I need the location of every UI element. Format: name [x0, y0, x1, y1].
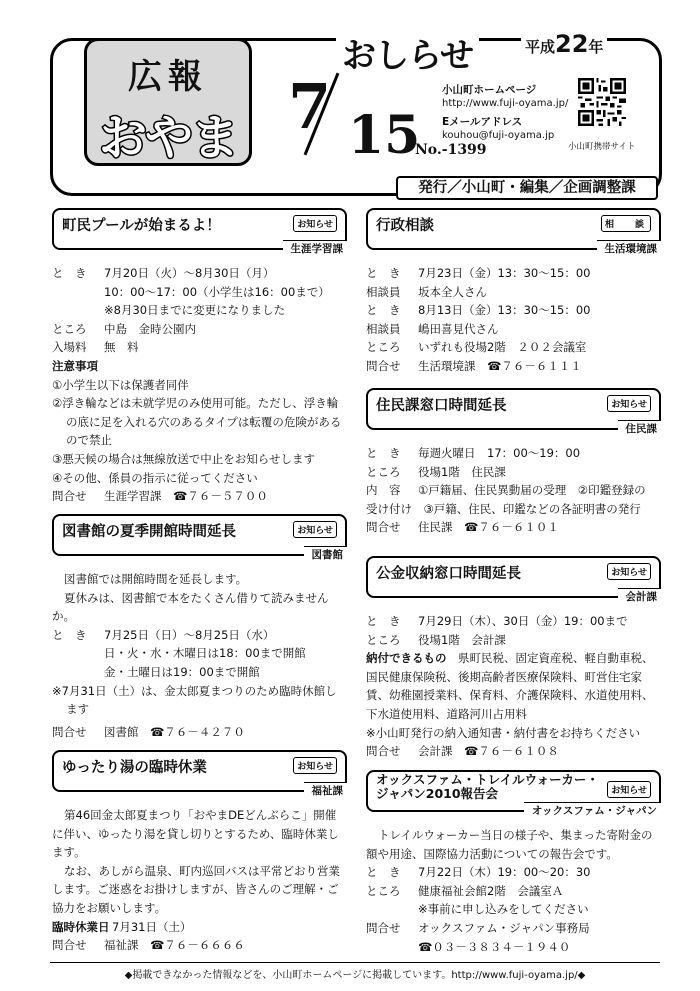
article-resident: [366, 388, 661, 537]
row-key: と き: [366, 446, 401, 460]
info-row: [366, 264, 661, 283]
article-body: [52, 570, 347, 741]
logo-top-text: 広報: [128, 57, 208, 97]
row-key: 臨時休業日: [52, 919, 110, 934]
row-value: 嶋田喜見代さん: [418, 321, 499, 336]
article-title: 住民課窓口時間延長: [376, 398, 507, 414]
row-value: 7月31日（土）: [112, 919, 192, 934]
info-row: [366, 882, 661, 901]
article-title: 図書館の夏季開館時間延長: [62, 524, 236, 540]
department-label: 生活環境課: [597, 240, 662, 256]
row-key: 入場料: [52, 340, 87, 355]
qr-code-icon[interactable]: [578, 78, 626, 126]
info-row: [366, 481, 661, 500]
row-value: 健康福祉会館2階 会議室Ａ: [418, 883, 564, 898]
article-body: [366, 444, 661, 537]
article-title-box: [52, 208, 347, 255]
contact-row: [52, 936, 347, 955]
row-continuation: 受け付け ③戸籍、住民、印鑑などの各証明書の発行: [366, 501, 641, 516]
note-item: ④その他、係員の指示に従ってください: [52, 470, 258, 485]
row-continuation: ※8月30日までに変更になりました: [104, 303, 286, 318]
notice-tag: お知らせ: [607, 781, 651, 798]
row-value: 7月23日（金）13：30～15：00: [418, 266, 591, 280]
row-value: 役場1階 住民課: [418, 464, 506, 479]
row-value: 役場1階 会計課: [418, 632, 506, 647]
row-key: 問合せ: [52, 724, 87, 739]
row-value: 会計課 ☎７６－６１０８: [418, 744, 559, 759]
info-row: [366, 444, 661, 463]
info-row: [366, 301, 661, 320]
contact-row: [366, 518, 661, 537]
note-item: ②浮き輪などは未就学児のみ使用可能。ただし、浮き輪の底に足を入れる穴のあるタイプは転覆の危険があるので禁止: [52, 396, 342, 448]
title-line: オックスファム・トレイルウォーカー・: [376, 772, 599, 787]
department-label: オックスファム・ジャパン: [524, 802, 661, 818]
article-title-box: [52, 514, 347, 561]
article-library: [52, 514, 347, 741]
row-key: 問合せ: [52, 938, 87, 953]
row-key: と き: [366, 614, 401, 628]
note-item: ③悪天候の場合は無線放送で中止をお知らせします: [52, 451, 315, 466]
row-continuation: 10：00～17：00（小学生は16：00まで）: [104, 284, 330, 299]
notice-tag: お知らせ: [293, 215, 337, 232]
info-row: [366, 612, 661, 631]
article-consult: [366, 208, 661, 376]
paragraph: 第46回金太郎夏まつり「おやまDEどんぶらこ」開催に伴い、ゆったり湯を貸し切りとするため、臨時休業します。: [52, 808, 339, 860]
paragraph: 夏休みは、図書館で本をたくさん借りて読みませんか。: [52, 590, 329, 624]
row-key: ところ: [52, 321, 87, 336]
row-key: ところ: [366, 883, 401, 898]
contact-info: [442, 84, 568, 142]
article-payment: [366, 556, 661, 761]
info-row: [366, 631, 661, 650]
row-key: 問合せ: [52, 489, 87, 504]
row-value: いずれも役場2階 ２０２会議室: [418, 340, 587, 355]
department-label: 福祉課: [304, 782, 348, 798]
row-key: 問合せ: [366, 744, 401, 759]
issue-number: No.-1399: [415, 142, 487, 158]
row-value: 生涯学習課 ☎７６－５７００: [104, 489, 268, 504]
article-pool: [52, 208, 347, 506]
row-key: ところ: [366, 464, 401, 479]
footer-note: ◆掲載できなかった情報などを、小山町ホームページに掲載しています。http://www.fuji-oyama.jp/◆: [124, 970, 586, 981]
notice-tag: お知らせ: [293, 521, 337, 538]
issue-month: 7: [288, 70, 332, 143]
contact-row: [52, 723, 347, 742]
article-body: [366, 264, 661, 376]
note-item: ※事前に申し込みをしてください: [418, 902, 589, 917]
info-row: [52, 320, 347, 339]
row-value: 7月22日（木）19：00～20：30: [418, 865, 591, 880]
email-label: Eメールアドレス: [442, 116, 523, 128]
notes-heading: 注意事項: [52, 358, 98, 373]
article-title: 町民プールが始まるよ！: [62, 218, 221, 234]
paragraph: 図書館では開館時間を延長します。: [64, 572, 248, 586]
row-value: 中島 金時公園内: [104, 321, 196, 336]
article-title-box: [366, 556, 661, 603]
info-row: [366, 649, 661, 668]
article-title-box: [52, 750, 347, 797]
row-value: 坂本全人さん: [418, 284, 487, 299]
row-value: ①戸籍届、住民異動届の受理 ②印鑑登録の: [418, 483, 646, 498]
article-body: [366, 612, 661, 761]
email-address[interactable]: kouhou@fuji-oyama.jp: [442, 130, 555, 141]
note-item: ※小山町発行の納入通知書・納付書をお持ちください: [366, 725, 641, 740]
logo: [84, 38, 252, 166]
article-title-box: [366, 208, 661, 255]
contact-row: [366, 742, 661, 761]
row-value: 福祉課 ☎７６－６６６６: [104, 938, 245, 953]
row-value: 住民課 ☎７６－６１０１: [418, 520, 559, 535]
info-row: [366, 863, 661, 882]
article-title: 行政相談: [376, 218, 434, 234]
row-key: 相談員: [366, 321, 401, 336]
article-oxfam: [366, 770, 661, 956]
info-row: [52, 338, 347, 357]
phone-number: ☎０３－３８３４－１９４０: [418, 939, 571, 954]
note-item: ※7月31日（土）は、金太郎夏まつりのため臨時休館します: [52, 683, 337, 717]
article-title: ゆったり湯の臨時休業: [62, 760, 207, 776]
row-key: 問合せ: [366, 520, 401, 535]
row-continuation: 国民健康保険税、後期高齢者医療保険料、町営住宅家賃、幼稚園授業料、保育料、介護保険料、水道使用料、下水道使用料、道路河川占用料: [366, 669, 654, 721]
paragraph: トレイルウォーカー当日の様子や、集まった寄附金の額や用途、国際協力活動についての報告会です。: [366, 828, 653, 861]
row-value: 7月20日（火）～8月30日（月）: [104, 266, 275, 280]
info-row: [366, 338, 661, 357]
department-label: 図書館: [304, 546, 348, 562]
department-label: 住民課: [618, 420, 662, 436]
info-row: [366, 283, 661, 302]
row-key: と き: [52, 266, 87, 280]
article-body: [52, 806, 347, 955]
logo-bottom-text: おやま: [98, 110, 237, 166]
notice-tag: お知らせ: [293, 757, 337, 774]
row-key: 納付できるもの: [366, 651, 447, 666]
row-value: 7月29日（木）、30日（金）19：00まで: [418, 614, 628, 628]
row-value: 無 料: [104, 340, 139, 355]
row-key: と き: [366, 303, 401, 318]
homepage-url[interactable]: http://www.fuji-oyama.jp/: [442, 98, 569, 109]
article-title-box: [366, 770, 661, 817]
row-value: 生活環境課 ☎７６－６１１１: [418, 358, 582, 373]
info-row: [52, 264, 347, 283]
row-key: ところ: [366, 632, 401, 647]
row-key: と き: [52, 627, 87, 642]
row-continuation: 日・火・水・木曜日は18：00まで開館: [104, 646, 306, 661]
info-row: [366, 463, 661, 482]
footer-divider: [50, 962, 660, 963]
contact-row: [366, 919, 661, 938]
article-title-box: [366, 388, 661, 435]
article-title: [376, 773, 599, 801]
row-continuation: 金・土曜日は19：00まで開館: [104, 664, 260, 679]
row-value: 県町民税、固定資産税、軽自動車税、: [458, 651, 654, 666]
row-key: と き: [366, 266, 401, 280]
row-key: 相談員: [366, 284, 401, 299]
homepage-label: 小山町ホームページ: [442, 84, 537, 96]
info-row: [52, 626, 347, 645]
row-value: 8月13日（金）13：30～15：00: [418, 303, 591, 318]
row-key: 問合せ: [366, 920, 401, 935]
notice-tag: お知らせ: [607, 395, 651, 412]
article-title: 公金収納窓口時間延長: [376, 566, 521, 582]
consult-tag: 相 談: [601, 215, 651, 232]
info-row: [52, 918, 347, 937]
row-value: 7月25日（日）～8月25日（水）: [104, 627, 275, 642]
article-body: [52, 264, 347, 506]
department-label: 生涯学習課: [283, 240, 348, 256]
title-line: ジャパン2010報告会: [376, 786, 499, 801]
article-yuttari: [52, 750, 347, 955]
qr-caption: 小山町携帯サイト: [568, 142, 636, 152]
row-key: と き: [366, 865, 401, 880]
era-number: 22: [555, 30, 589, 58]
row-key: ところ: [366, 340, 401, 355]
row-value: オックスファム・ジャパン事務局: [418, 920, 590, 935]
row-value: 毎週火曜日 17：00～19：00: [418, 446, 581, 460]
contact-row: [366, 357, 661, 376]
info-row: [366, 320, 661, 339]
notice-tag: お知らせ: [607, 563, 651, 580]
era-prefix: 平成: [525, 38, 556, 56]
note-item: ①小学生以下は保護者同伴: [52, 377, 189, 392]
contact-row: [52, 487, 347, 506]
publisher-line: 発行／小山町・編集／企画調整課: [396, 176, 658, 200]
paragraph: なお、あしがら温泉、町内巡回バスは平常どおり営業します。ご迷惑をお掛けしますが、皆さんのご理解・ご協力をお願いします。: [52, 863, 340, 915]
row-key: 問合せ: [366, 358, 401, 373]
oshirase-heading: おしらせ: [336, 28, 479, 77]
department-label: 会計課: [618, 588, 662, 604]
row-key: 内 容: [366, 483, 401, 498]
article-body: [366, 826, 661, 956]
era-year: [521, 30, 607, 58]
issue-day: 15: [348, 105, 421, 166]
era-suffix: 年: [588, 38, 604, 56]
row-value: 図書館 ☎７６－４２７０: [104, 724, 245, 739]
